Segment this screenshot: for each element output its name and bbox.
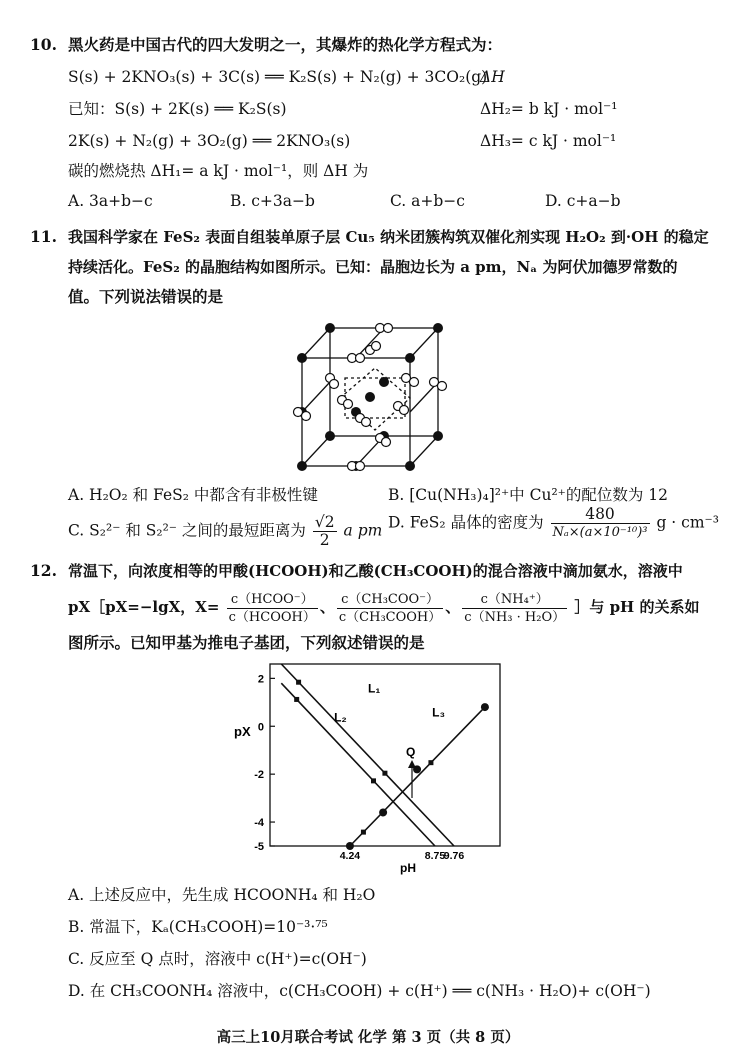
q10-eq1: S(s) + 2K(s) ══ K₂S(s) — [114, 100, 287, 118]
q11-option-c-num: √2 — [314, 513, 335, 531]
q11-option-d[interactable] — [388, 506, 719, 541]
q12-fraction-3 — [462, 591, 567, 626]
q12-line3: 图所示。已知甲基为推电子基团，下列叙述错误的是 — [68, 633, 425, 652]
q10-stem: 黑火药是中国古代的四大发明之一，其爆炸的热化学方程式为： — [68, 35, 503, 54]
x-tick-label: 8.75 — [424, 850, 446, 862]
q12-line2-pre: pX［pX=−lgX，X= — [68, 598, 220, 616]
q10-option-d[interactable]: D. c+a−b — [545, 192, 621, 210]
q11-option-c-text: C. S₂²⁻ 和 S₂²⁻ 之间的最短距离为 — [68, 521, 306, 540]
y-axis-label: pX — [234, 724, 251, 739]
q11-option-a[interactable]: A. H₂O₂ 和 FeS₂ 中都含有非极性键 — [68, 486, 318, 504]
q12-line2-post: ］与 pH 的关系如 — [574, 598, 700, 616]
q11-option-c-fraction — [313, 514, 337, 549]
q11-option-d-unit: g · cm⁻³ — [656, 513, 719, 532]
q10-main-equation: S(s) + 2KNO₃(s) + 3C(s) ══ K₂S(s) + N₂(g) + 3CO₂(g) — [68, 68, 488, 86]
q-arrow-head — [408, 760, 416, 768]
y-tick-label: -4 — [254, 817, 264, 830]
q12-line1: 常温下，向浓度相等的甲酸(HCOOH)和乙酸(CH₃COOH)的混合溶液中滴加氨水，溶液中 — [68, 562, 683, 580]
q11-option-d-fraction — [551, 506, 650, 541]
q10-eq1-dh: ΔH₂= b kJ · mol⁻¹ — [480, 100, 618, 118]
point-marker — [346, 842, 354, 850]
series-label: L₃ — [432, 705, 446, 720]
q12-f1-den: c（HCOOH） — [228, 609, 316, 625]
px-ph-chart — [220, 658, 520, 876]
series-marker — [361, 830, 366, 835]
series-marker — [428, 760, 433, 765]
q11-option-c[interactable] — [68, 514, 382, 549]
q12-f2-den: c（CH₃COOH） — [338, 609, 442, 625]
q11-line1: 我国科学家在 FeS₂ 表面自组装单原子层 Cu₅ 纳米团簇构筑双催化剂实现 H₂O₂ 到·OH 的稳定 — [68, 228, 709, 246]
q12-option-d[interactable]: D. 在 CH₃COONH₄ 溶液中，c(CH₃COOH) + c(H⁺) ══ c(NH₃ · H₂O)+ c(OH⁻) — [68, 982, 651, 1000]
series-label: L₁ — [368, 681, 381, 696]
point-marker — [481, 703, 489, 711]
q11-option-d-den: Nₐ×(a×10⁻¹⁰)³ — [552, 525, 648, 540]
series-marker — [371, 778, 376, 783]
q12-option-a[interactable]: A. 上述反应中，先生成 HCOONH₄ 和 H₂O — [68, 886, 376, 904]
plot-frame — [270, 664, 500, 846]
y-tick-label: -2 — [254, 769, 264, 782]
q-point-label: Q — [406, 745, 416, 759]
q12-fraction-1 — [227, 591, 318, 626]
q10-condition: 碳的燃烧热 ΔH₁= a kJ · mol⁻¹，则 ΔH 为 — [68, 162, 369, 180]
q12-f2-num: c（CH₃COO⁻） — [337, 591, 443, 609]
q12-fraction-2 — [337, 591, 443, 626]
q10-option-a[interactable]: A. 3a+b−c — [68, 192, 153, 210]
fes2-unit-cell-figure — [290, 318, 450, 478]
y-tick-label: 0 — [257, 721, 264, 734]
q10-number: 10. — [30, 35, 57, 54]
q11-option-d-num: 480 — [551, 506, 650, 524]
q12-option-b[interactable]: B. 常温下，Kₐ(CH₃COOH)=10⁻³·⁷⁵ — [68, 918, 328, 936]
q11-option-c-unit: a pm — [343, 521, 383, 540]
q12-number: 12. — [30, 561, 57, 580]
series-marker — [296, 680, 301, 685]
q10-known-prefix: 已知： — [68, 100, 115, 118]
q11-option-d-text: D. FeS₂ 晶体的密度为 — [388, 513, 544, 532]
q12-sep-2: 、 — [445, 598, 461, 616]
q11-line2: 持续活化。FeS₂ 的晶胞结构如图所示。已知：晶胞边长为 a pm，Nₐ 为阿伏加德罗常数的 — [68, 258, 678, 276]
q12-line2 — [68, 588, 699, 626]
q12-sep-1: 、 — [319, 598, 335, 616]
q10-eq2: 2K(s) + N₂(g) + 3O₂(g) ══ 2KNO₃(s) — [68, 132, 351, 150]
q10-option-b[interactable]: B. c+3a−b — [230, 192, 315, 210]
q11-option-b[interactable]: B. [Cu(NH₃)₄]²⁺中 Cu²⁺的配位数为 12 — [388, 486, 668, 504]
q12-f3-num: c（NH₄⁺） — [462, 591, 567, 609]
x-axis-label: pH — [400, 861, 416, 875]
q10-known-eq1 — [68, 98, 287, 120]
q11-option-c-den: 2 — [319, 531, 330, 549]
q12-option-c[interactable]: C. 反应至 Q 点时，溶液中 c(H⁺)=c(OH⁻) — [68, 950, 367, 968]
q10-option-c[interactable]: C. a+b−c — [390, 192, 465, 210]
y-tick-label: 2 — [257, 673, 264, 686]
point-marker — [379, 808, 387, 816]
y-tick-label: -5 — [254, 841, 264, 853]
q11-number: 11. — [30, 227, 57, 246]
q12-f1-num: c（HCOO⁻） — [227, 591, 318, 609]
q10-eq2-dh: ΔH₃= c kJ · mol⁻¹ — [480, 132, 617, 150]
q11-line3: 值。下列说法错误的是 — [68, 287, 224, 306]
series-marker — [382, 771, 387, 776]
page-footer: 高三上10月联合考试 化学 第 3 页（共 8 页） — [216, 1029, 520, 1046]
series-label: L₂ — [334, 710, 347, 725]
q10-main-dh: ΔH — [480, 68, 505, 86]
x-tick-label: 4.24 — [339, 850, 361, 862]
series-marker — [294, 697, 299, 702]
x-tick-label: 9.76 — [443, 850, 465, 862]
q12-f3-den: c（NH₃ · H₂O） — [464, 609, 566, 625]
